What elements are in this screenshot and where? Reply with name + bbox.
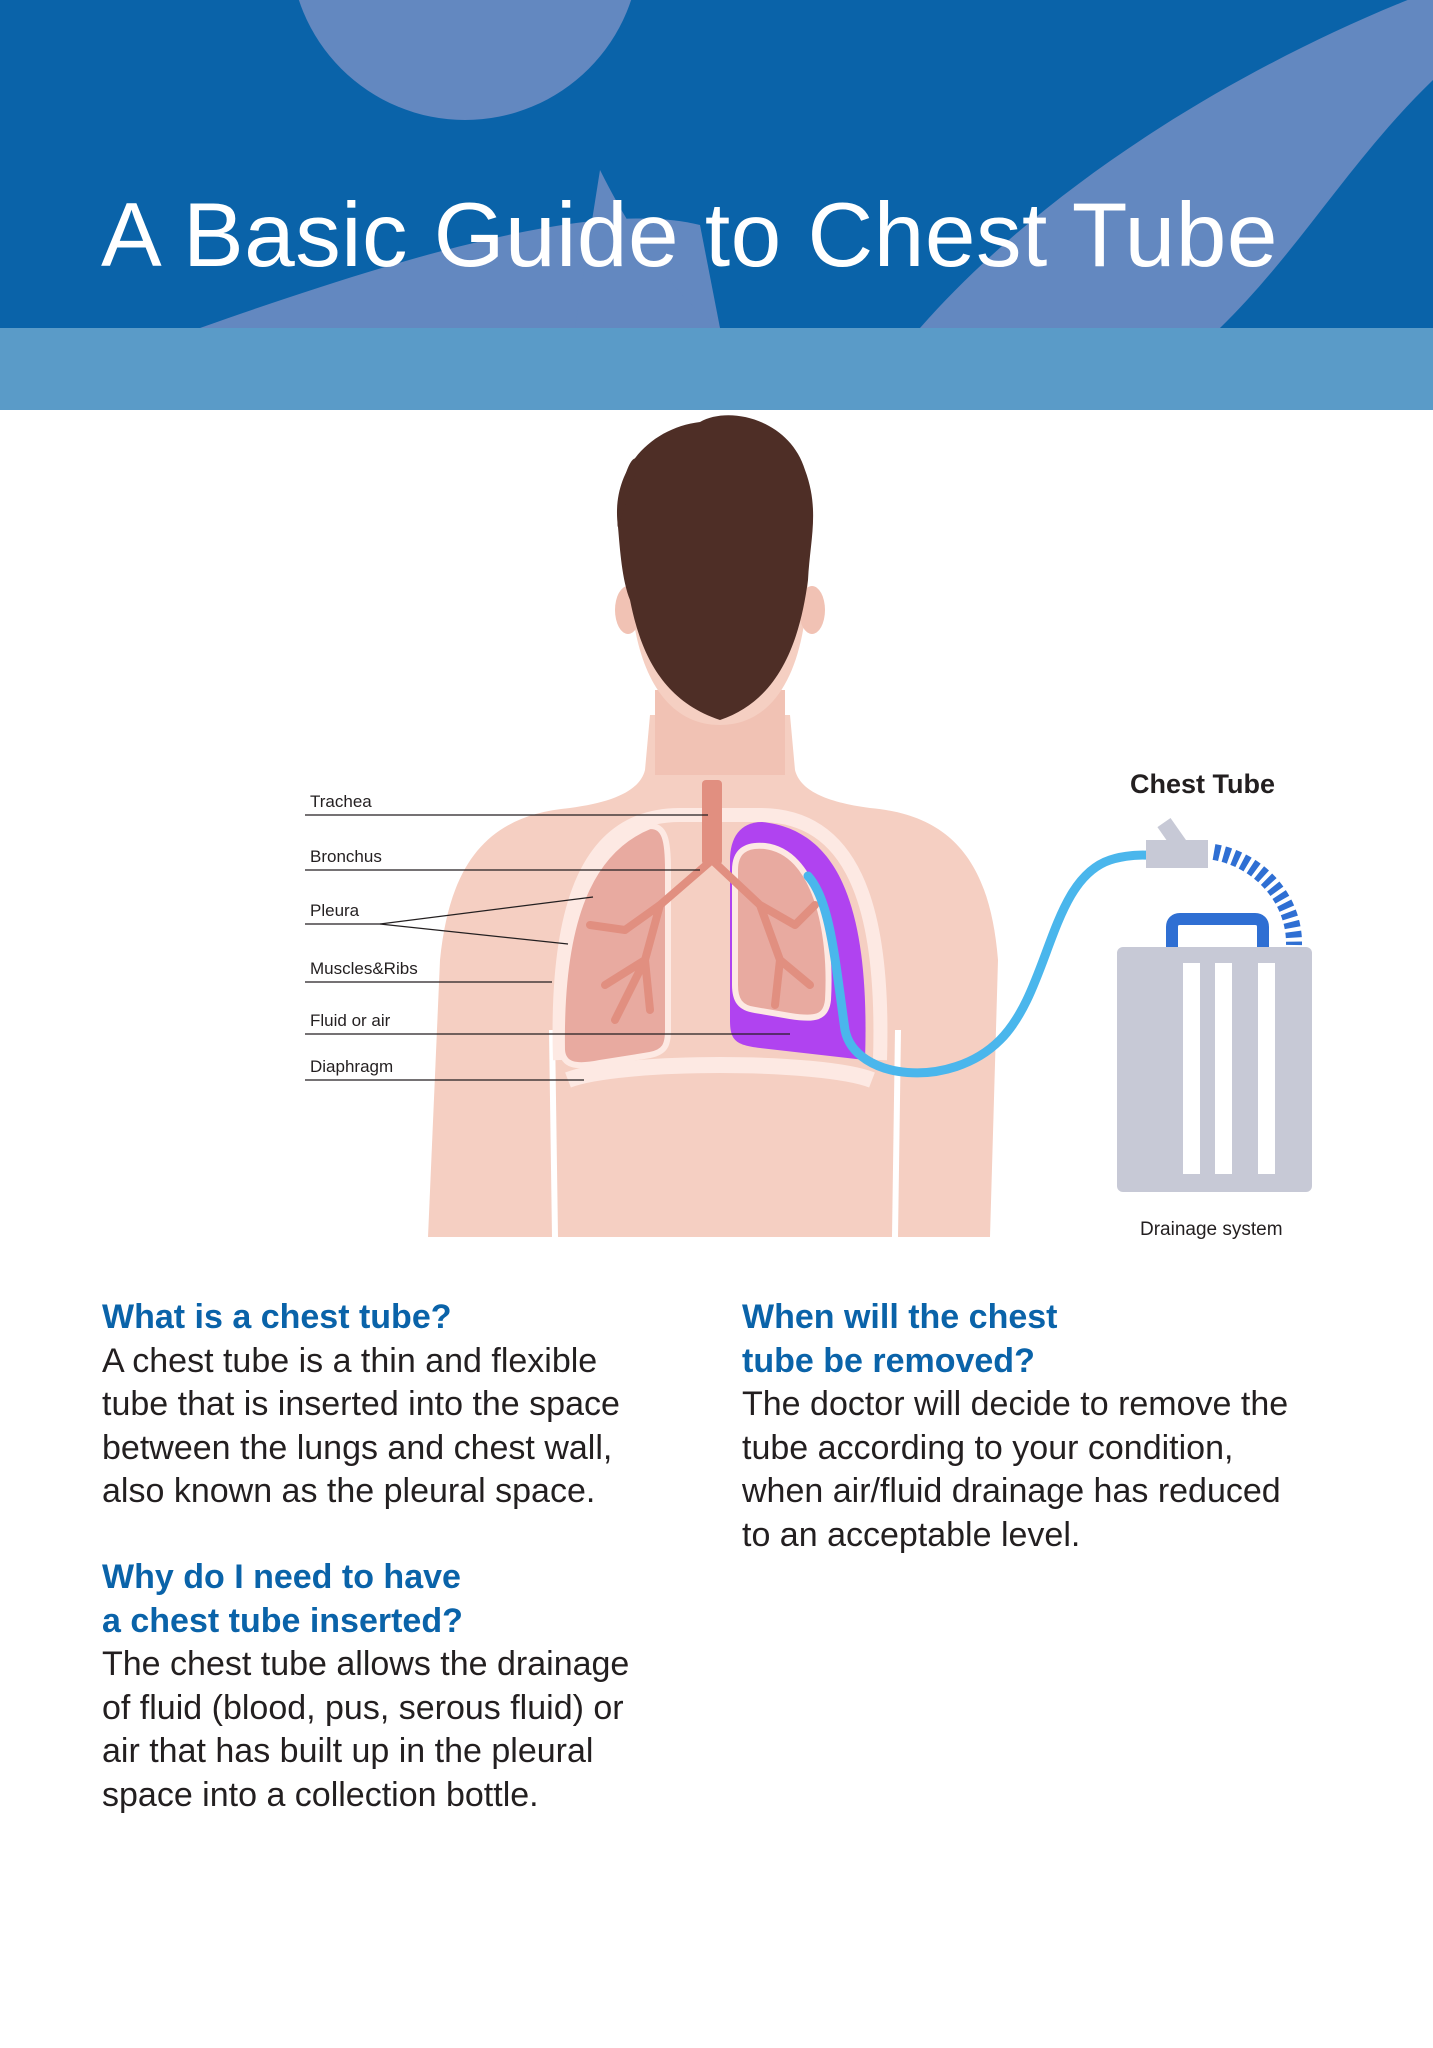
header-band [0,328,1433,410]
drainage-canister [1117,947,1312,1192]
section-heading: Why do I need to have [102,1558,461,1596]
canister-handle [1172,919,1263,947]
section-body-line: to an acceptable level. [742,1515,1081,1554]
section-heading: When will the chest [742,1298,1058,1336]
armpit-line-left [552,1030,555,1237]
section-body-line: also known as the pleural space. [102,1472,596,1510]
section-body-line: air that has built up in the pleural [102,1732,594,1770]
section-why-needed [102,1556,702,1817]
section-heading: a chest tube inserted? [102,1601,463,1640]
armpit-line-right [895,1030,898,1237]
label-bronchus: Bronchus [310,847,382,866]
corrugated-tube [1214,852,1294,945]
drainage-caption: Drainage system [1140,1219,1283,1240]
section-body-line: The doctor will decide to remove the [742,1385,1289,1423]
canister-stripe [1183,963,1200,1174]
section-heading: tube be removed? [742,1341,1035,1380]
section-what-is [102,1296,702,1514]
section-body-line: tube that is inserted into the space [102,1385,620,1423]
label-pleura: Pleura [310,901,360,920]
section-body-line: space into a collection bottle. [102,1775,539,1814]
section-body-line: of fluid (blood, pus, serous fluid) or [102,1688,624,1727]
canister-stripe [1258,963,1275,1174]
chest-tube-illustration [0,410,1433,1250]
section-body-line: tube according to your condition, [742,1428,1234,1467]
section-body-line: between the lungs and chest wall, [102,1428,613,1467]
section-body-line: when air/fluid drainage has reduced [742,1472,1281,1510]
label-muscles-ribs: Muscles&Ribs [310,959,418,978]
page-title: A Basic Guide to Chest Tube [101,185,1278,286]
section-heading: What is a chest tube? [102,1298,452,1336]
chest-tube-title: Chest Tube [1130,769,1276,799]
section-body-line: The chest tube allows the drainage [102,1645,630,1683]
section-body-line: A chest tube is a thin and flexible [102,1341,598,1380]
header-banner [0,0,1433,328]
label-fluid-air: Fluid or air [310,1011,391,1030]
section-when-removed [742,1296,1382,1557]
header-circle-shape [290,0,640,120]
canister-stripe [1215,963,1232,1174]
trachea-shape [702,780,722,865]
label-diaphragm: Diaphragm [310,1057,394,1076]
label-trachea: Trachea [310,792,372,811]
